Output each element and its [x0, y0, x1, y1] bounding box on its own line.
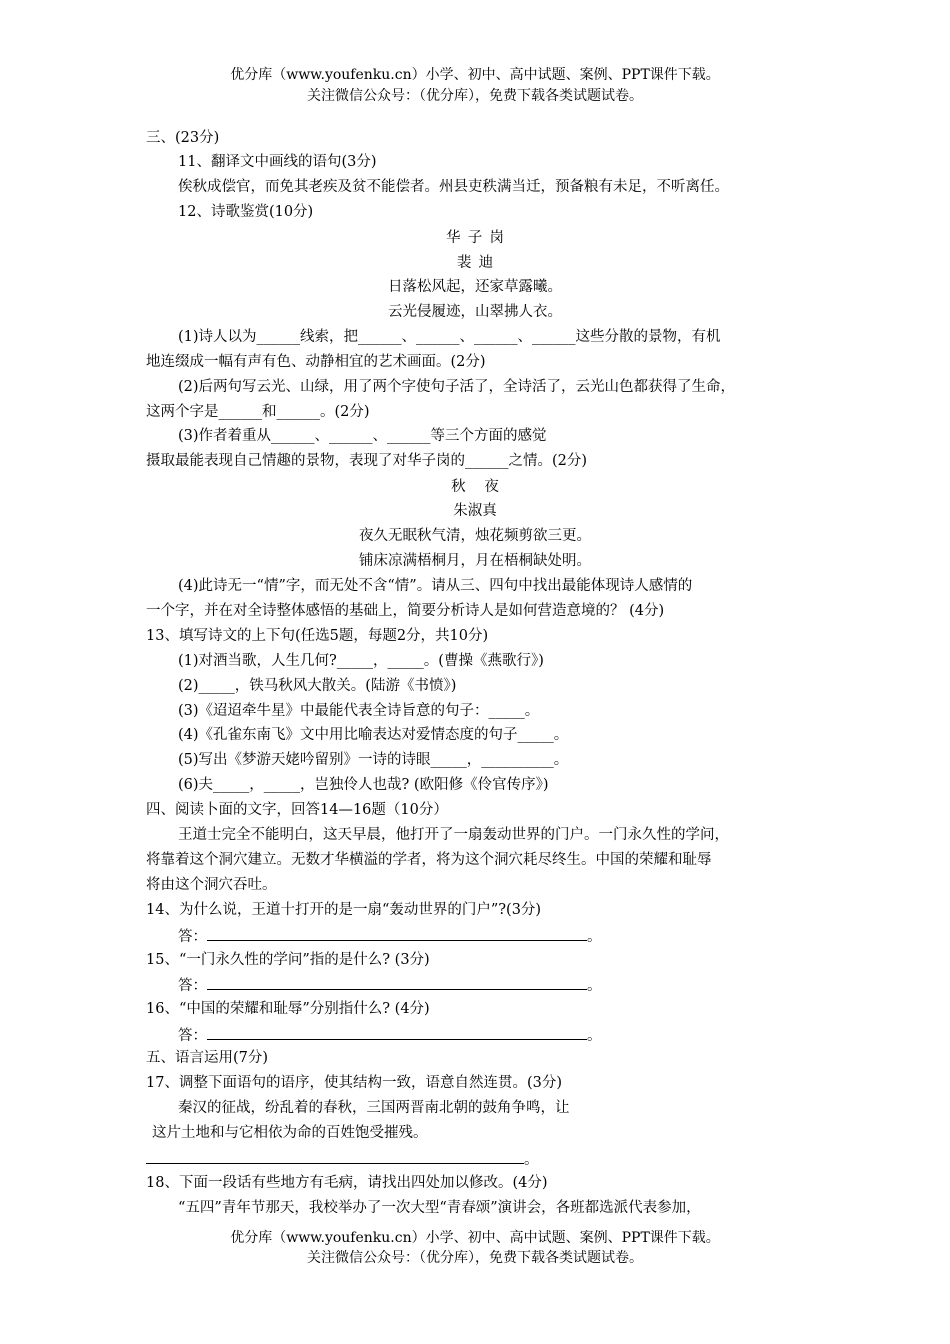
- q12-sub2-line-2: 这两个字是______和______。(2分): [146, 404, 370, 420]
- passage-line-1: 王道士完全不能明白，这天早晨，他打开了一扇轰动世界的门户。一门永久性的学问，: [178, 827, 729, 843]
- q12-sub4-line-1: (4)此诗无一“情”字，而无处不含“情”。请从三、四句中找出最能体现诗人感情的: [178, 578, 693, 594]
- poem1-line-1: 日落松风起，还家草露曦。: [388, 279, 562, 295]
- page-footer-line-2: 关注微信公众号：（优分库），免费下载各类试题试卷。: [307, 1250, 643, 1266]
- poem2-line-1: 夜久无眠秋气清，烛花频剪欲三更。: [359, 528, 591, 544]
- section-3-heading: 三、(23分): [146, 130, 220, 146]
- q12-sub3-line-2: 摄取最能表现自己情趣的景物，表现了对华子岗的______之情。(2分): [146, 453, 588, 469]
- answer-label: 答：: [178, 929, 207, 945]
- page-header-line-1: 优分库（www.youfenku.cn）小学、初中、高中试题、案例、PPT课件下载。: [230, 67, 720, 83]
- page-footer-line-1: 优分库（www.youfenku.cn）小学、初中、高中试题、案例、PPT课件下载。: [230, 1230, 720, 1246]
- q13-item-3: (3)《迢迢牵牛星》中最能代表全诗旨意的句子：_____。: [178, 703, 540, 719]
- q14-answer-line: [178, 925, 602, 947]
- passage-line-2: 将靠着这个洞穴建立。无数才华横溢的学者，将为这个洞穴耗尽终生。中国的荣耀和耻辱: [146, 852, 712, 868]
- page-header-line-2: 关注微信公众号：（优分库），免费下载各类试题试卷。: [307, 88, 643, 104]
- q11-prompt: 11、翻译文中画线的语句(3分): [178, 154, 377, 170]
- poem1-author: 裴迪: [456, 255, 501, 271]
- poem1-title: 华子岗: [446, 230, 512, 246]
- q11-text: 俟秋成偿官，而免其老疾及贫不能偿者。州县吏秩满当迁，预备粮有未足，不听离任。: [178, 179, 729, 195]
- answer-blank[interactable]: [207, 974, 587, 990]
- q12-sub1-line-1: (1)诗人以为______线索，把______、______、______、______这些分散的景物，有机: [178, 329, 721, 345]
- answer-end: 。: [587, 929, 602, 945]
- q17-answer-line: [146, 1148, 539, 1170]
- answer-blank[interactable]: [207, 1024, 587, 1040]
- q15-prompt: 15、“一门永久性的学问”指的是什么? (3分): [146, 952, 430, 968]
- q12-sub3-line-1: (3)作者着重从______、______、______等三个方面的感觉: [178, 428, 547, 444]
- answer-label: 答：: [178, 1028, 207, 1044]
- q13-item-4: (4)《孔雀东南飞》文中用比喻表达对爱情态度的句子_____。: [178, 727, 569, 743]
- q17-line-1: 秦汉的征战，纷乱着的春秋，三国两晋南北朝的鼓角争鸣，让: [178, 1100, 570, 1116]
- poem2-author: 朱淑真: [453, 503, 497, 519]
- q17-line-2: 这片土地和与它相依为命的百姓饱受摧残。: [152, 1125, 428, 1141]
- q16-prompt: 16、“中国的荣耀和耻辱”分别指什么? (4分): [146, 1001, 430, 1017]
- q12-prompt: 12、诗歌鉴赏(10分): [178, 204, 314, 220]
- q18-text: “五四”青年节那天，我校举办了一次大型“青春颂”演讲会，各班都选派代表参加，: [178, 1200, 701, 1216]
- q13-item-6: (6)夫_____，_____，岂独伶人也哉? (欧阳修《伶官传序》): [178, 777, 549, 793]
- passage-line-3: 将由这个洞穴吞吐。: [146, 877, 277, 893]
- section-4-heading: 四、阅读卜面的文字，回答14—16题（10分）: [146, 802, 448, 818]
- answer-end: 。: [587, 1028, 602, 1044]
- poem2-line-2: 铺床凉满梧桐月，月在梧桐缺处明。: [359, 553, 591, 569]
- q12-sub1-line-2: 地连缀成一幅有声有色、动静相宜的艺术画面。(2分): [146, 354, 486, 370]
- q12-sub2-line-1: (2)后两句写云光、山绿，用了两个字使句子活了，全诗活了，云光山色都获得了生命，: [178, 379, 736, 395]
- q18-prompt: 18、下面一段话有些地方有毛病，请找出四处加以修改。(4分): [146, 1175, 548, 1191]
- q12-sub4-line-2: 一个字，并在对全诗整体感悟的基础上，简要分析诗人是如何营造意境的？ (4分): [146, 603, 665, 619]
- q14-prompt: 14、为什么说，王道十打开的是一扇“轰动世界的门户”?(3分): [146, 902, 542, 918]
- q16-answer-line: [178, 1024, 602, 1046]
- answer-label: 答：: [178, 978, 207, 994]
- poem2-title: 秋夜: [451, 479, 518, 495]
- answer-end: 。: [587, 978, 602, 994]
- q13-prompt: 13、填写诗文的上下句(任选5题，每题2分，共10分): [146, 628, 489, 644]
- answer-end: 。: [524, 1152, 539, 1168]
- answer-blank[interactable]: [146, 1148, 524, 1164]
- poem1-line-2: 云光侵履迹，山翠拂人衣。: [388, 304, 562, 320]
- q13-item-2: (2)_____，铁马秋风大散关。(陆游《书愤》): [178, 678, 457, 694]
- section-5-heading: 五、语言运用(7分): [146, 1050, 269, 1066]
- q17-prompt: 17、调整下面语句的语序，使其结构一致，语意自然连贯。(3分): [146, 1075, 562, 1091]
- answer-blank[interactable]: [207, 925, 587, 941]
- q13-item-1: (1)对酒当歌，人生几何?_____，_____。(曹操《燕歌行》): [178, 653, 544, 669]
- q15-answer-line: [178, 974, 602, 996]
- q13-item-5: (5)写出《梦游天姥吟留别》一诗的诗眼_____，__________。: [178, 752, 569, 768]
